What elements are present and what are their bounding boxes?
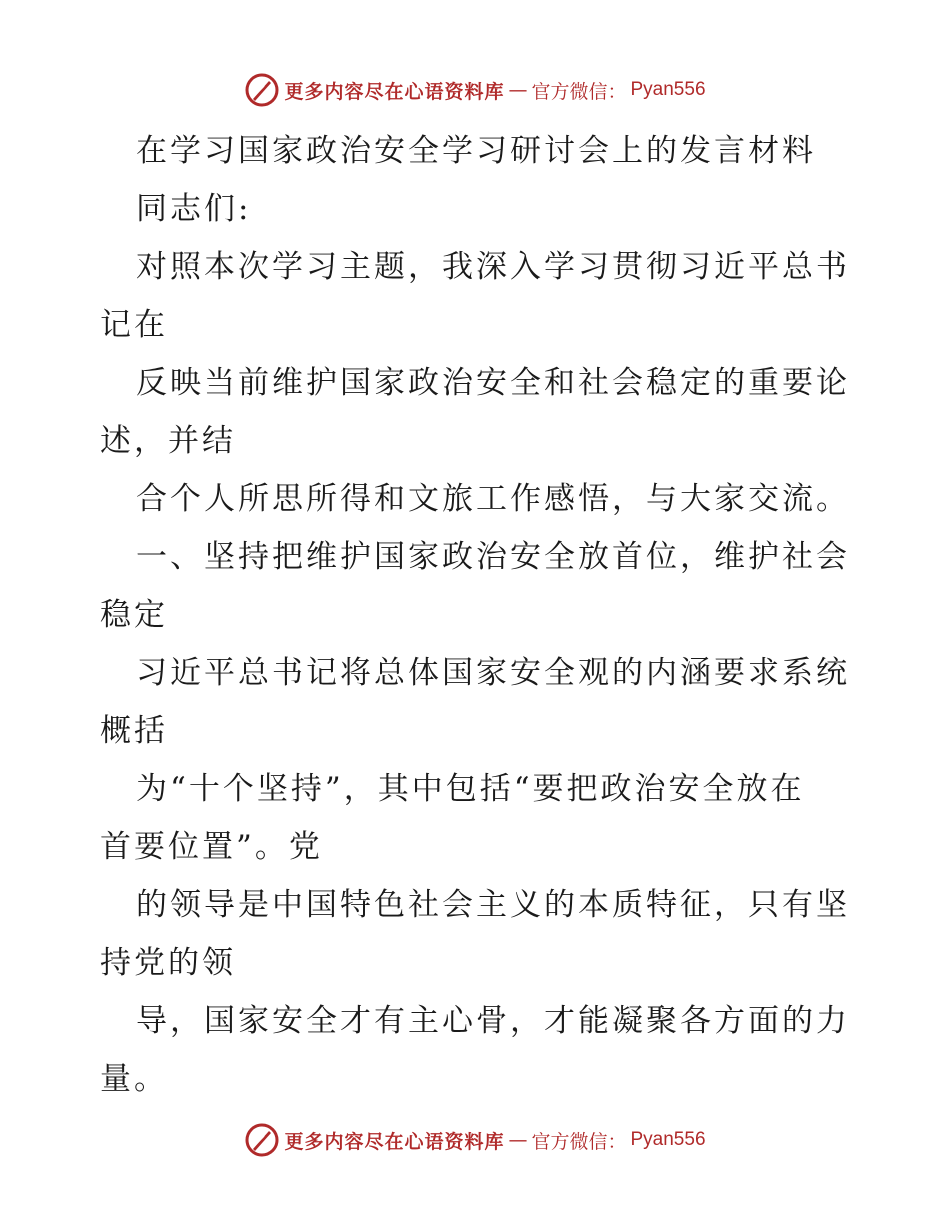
paragraph-line: 习近平总书记将总体国家安全观的内涵要求系统 <box>136 655 850 691</box>
watermark-site-text: 更多内容尽在心语资料库 <box>284 1130 505 1153</box>
watermark-wechat-id: Pyan556 <box>630 1129 706 1150</box>
paragraph-line: 的领导是中国特色社会主义的本质特征，只有坚 <box>136 887 850 923</box>
paragraph-line: 量。 <box>100 1061 168 1097</box>
watermark-dash: — <box>508 1129 528 1151</box>
paragraph-line: 反映当前维护国家政治安全和社会稳定的重要论 <box>136 365 850 401</box>
document-body <box>100 122 852 1108</box>
watermark-wechat-label: 官方微信： <box>531 1130 627 1153</box>
watermark-dash: — <box>508 79 528 101</box>
paragraph-line: 持党的领 <box>100 945 236 981</box>
salutation: 同志们: <box>136 191 252 227</box>
section-heading: 一、坚持把维护国家政治安全放首位，维护社会 <box>136 539 850 575</box>
header-watermark <box>0 70 950 110</box>
quill-logo-icon <box>244 72 280 108</box>
paragraph-line: 对照本次学习主题，我深入学习贯彻习近平总书 <box>136 249 850 285</box>
watermark-wechat-label: 官方微信： <box>531 80 627 103</box>
watermark-site-text: 更多内容尽在心语资料库 <box>284 80 505 103</box>
document-title: 在学习国家政治安全学习研讨会上的发言材料 <box>136 133 816 169</box>
footer-watermark <box>0 1120 950 1160</box>
paragraph-line: 述，并结 <box>100 423 236 459</box>
section-heading-cont: 稳定 <box>100 597 168 633</box>
paragraph-line: 为“十个坚持”，其中包括“要把政治安全放在 <box>136 771 805 807</box>
paragraph-line: 导，国家安全才有主心骨，才能凝聚各方面的力 <box>136 1003 850 1039</box>
paragraph-line: 概括 <box>100 713 168 749</box>
quill-logo-icon <box>244 1122 280 1158</box>
paragraph-line: 首要位置”。党 <box>100 829 323 865</box>
paragraph-line: 记在 <box>100 307 168 343</box>
paragraph-line: 合个人所思所得和文旅工作感悟，与大家交流。 <box>136 481 850 517</box>
watermark-wechat-id: Pyan556 <box>630 79 706 100</box>
